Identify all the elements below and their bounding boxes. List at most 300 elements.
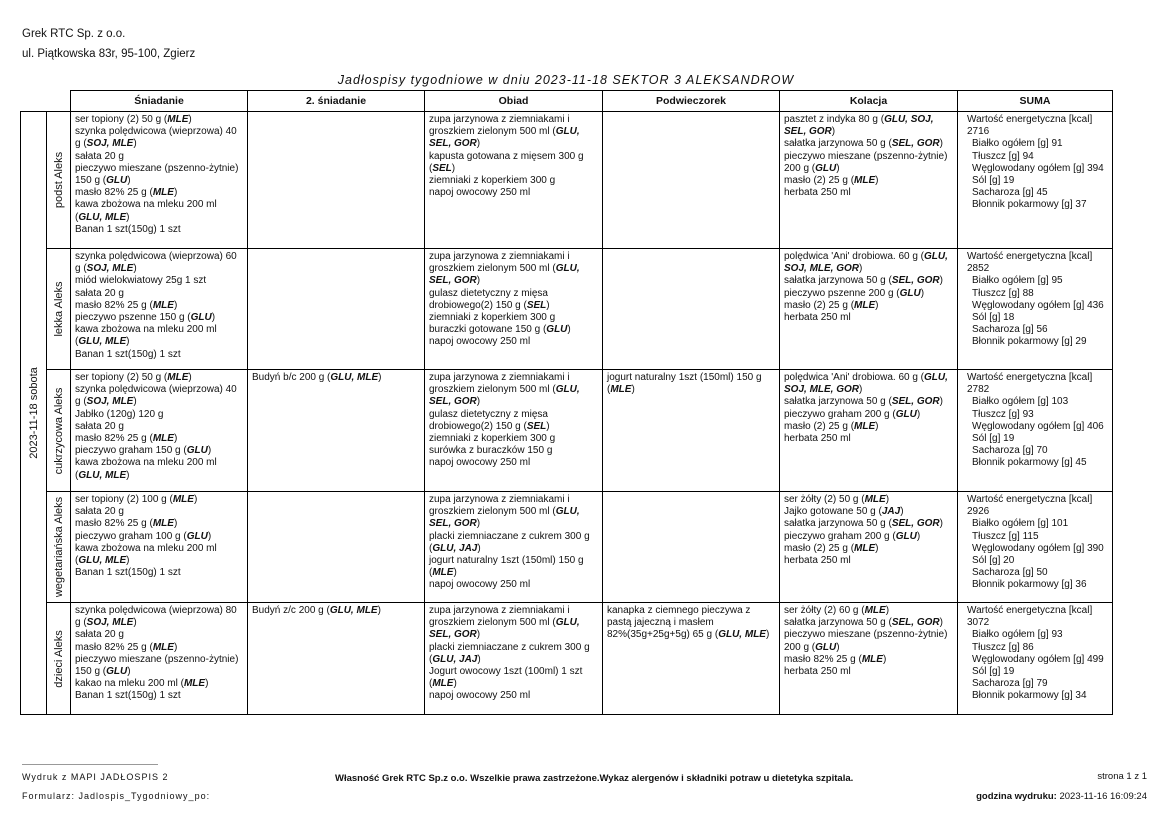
allergen-code: SOJ, MLE bbox=[86, 263, 134, 275]
allergen-code: GLU, bbox=[924, 251, 948, 262]
nutrient-item: Sól [g] 19 bbox=[972, 433, 1015, 445]
meal-item-line bbox=[75, 300, 243, 312]
meal-text: ) bbox=[939, 396, 943, 408]
allergen-code: MLE bbox=[854, 542, 876, 554]
meal-text: ) bbox=[875, 299, 879, 311]
allergen-code: SEL, GOR bbox=[429, 396, 477, 408]
meal-item-line bbox=[429, 372, 598, 384]
allergen-code: GLU, MLE bbox=[78, 211, 127, 223]
meal-text: Banan 1 szt(150g) 1 szt bbox=[75, 348, 181, 360]
meal-item-line bbox=[429, 324, 598, 336]
meal-item-line bbox=[429, 543, 598, 555]
allergen-code: GLU, SOJ, bbox=[884, 114, 934, 125]
meal-item-line bbox=[75, 421, 243, 433]
meal-cell bbox=[780, 370, 958, 492]
table-row bbox=[21, 492, 1113, 603]
meal-cell bbox=[71, 112, 248, 249]
meal-item-line bbox=[75, 567, 243, 579]
allergen-code: GLU bbox=[899, 287, 921, 299]
meal-text: sałata 20 g bbox=[75, 150, 124, 162]
meal-text: ziemniaki z koperkiem 300 g bbox=[429, 433, 556, 445]
meal-text: napoj owocowy 250 ml bbox=[429, 336, 531, 348]
meal-text: ) bbox=[477, 653, 481, 665]
meal-item-line bbox=[429, 151, 598, 163]
nutrient-item: Węglowodany ogółem [g] 436 bbox=[972, 299, 1104, 311]
nutrient-item: Błonnik pokarmowy [g] 29 bbox=[972, 336, 1087, 348]
allergen-code: MLE bbox=[152, 641, 174, 653]
meal-item-line bbox=[75, 654, 243, 666]
meal-cell bbox=[248, 112, 425, 249]
meal-text: ) bbox=[916, 530, 921, 542]
meal-item-line bbox=[75, 605, 243, 617]
meal-item-line bbox=[429, 288, 598, 300]
meal-text: zupa jarzynowa z ziemniakami i bbox=[429, 251, 570, 262]
allergen-code: GLU, JAJ bbox=[432, 653, 478, 665]
allergen-code: SEL bbox=[526, 299, 547, 311]
meal-cell bbox=[603, 249, 780, 370]
allergen-code: SOJ, MLE bbox=[86, 138, 134, 150]
allergen-code: SEL, GOR bbox=[429, 275, 477, 287]
meal-text: gulasz dietetyczny z mięsa bbox=[429, 408, 548, 420]
meal-item-line bbox=[784, 642, 953, 654]
allergen-code: MLE bbox=[854, 175, 876, 187]
meal-text: ser topiony (2) 50 g ( bbox=[75, 114, 168, 125]
diet-label: podst Aleks bbox=[52, 151, 65, 209]
meal-item-line bbox=[784, 187, 953, 199]
meal-text: ) bbox=[126, 555, 130, 567]
allergen-code: MLE bbox=[152, 299, 174, 311]
allergen-code: SOJ, MLE bbox=[86, 617, 134, 629]
meal-text: ) bbox=[133, 263, 137, 275]
meal-item-line bbox=[784, 555, 953, 567]
allergen-code: MLE bbox=[864, 494, 886, 505]
meal-text: 150 g ( bbox=[75, 175, 107, 187]
meal-item-line bbox=[75, 175, 243, 187]
meal-item-line bbox=[429, 138, 598, 150]
meal-text: kanapka z ciemnego pieczywa z bbox=[607, 605, 751, 616]
allergen-code: GLU bbox=[815, 162, 837, 174]
meal-item-line bbox=[784, 275, 953, 287]
meal-text: herbata 250 ml bbox=[784, 666, 851, 678]
meal-text: herbata 250 ml bbox=[784, 555, 851, 567]
meal-item-line bbox=[607, 372, 775, 384]
meal-item-line bbox=[75, 409, 243, 421]
meal-text: ser topiony (2) 50 g ( bbox=[75, 372, 168, 383]
meal-item-line bbox=[784, 433, 953, 445]
meal-text: buraczki gotowane 150 g ( bbox=[429, 324, 547, 336]
print-time-label: godzina wydruku: bbox=[976, 791, 1057, 802]
allergen-code: GLU bbox=[106, 175, 128, 187]
meal-text: ) bbox=[939, 518, 943, 530]
meal-text: ) bbox=[173, 641, 178, 653]
meal-item-line bbox=[429, 605, 598, 617]
meal-cell bbox=[780, 492, 958, 603]
meal-text: ) bbox=[205, 678, 209, 690]
meal-text: masło (2) 25 g ( bbox=[784, 420, 855, 432]
meal-text: drobiowego(2) 150 g ( bbox=[429, 420, 527, 432]
meal-cell bbox=[603, 112, 780, 249]
meal-text: ) bbox=[453, 678, 457, 690]
meal-item-line bbox=[784, 396, 953, 408]
meal-text: ) bbox=[765, 629, 770, 641]
meal-cell bbox=[248, 492, 425, 603]
nutrient-item: Białko ogółem [g] 101 bbox=[972, 518, 1069, 530]
meal-item-line bbox=[75, 114, 243, 126]
meal-cell bbox=[603, 603, 780, 715]
meal-text: kawa zbożowa na mleku 200 ml bbox=[75, 199, 217, 211]
meal-text: ) bbox=[875, 175, 879, 187]
meal-text: ) bbox=[875, 542, 879, 554]
meal-item-line bbox=[252, 605, 420, 617]
meal-cell bbox=[71, 249, 248, 370]
meal-item-line bbox=[607, 617, 775, 629]
meal-cell bbox=[425, 112, 603, 249]
meal-text: zupa jarzynowa z ziemniakami i bbox=[429, 114, 570, 125]
meal-text: Jogurt owocowy 1szt (100ml) 1 szt bbox=[429, 666, 583, 678]
nutrient-item: Błonnik pokarmowy [g] 36 bbox=[972, 579, 1087, 591]
allergen-code: MLE bbox=[152, 518, 174, 530]
meal-text: ) bbox=[133, 396, 137, 408]
meal-item-line bbox=[784, 300, 953, 312]
meal-text: ) bbox=[836, 641, 840, 653]
nutrient-item: Sól [g] 19 bbox=[972, 175, 1015, 187]
meal-item-line bbox=[784, 151, 953, 163]
meal-item-line bbox=[607, 605, 775, 617]
energy-label: Wartość energetyczna [kcal] bbox=[967, 605, 1093, 616]
meal-text: ) bbox=[133, 617, 137, 629]
print-time-value: 2023-11-16 16:09:24 bbox=[1059, 791, 1147, 802]
allergen-code: GLU, JAJ bbox=[432, 542, 478, 554]
nutrient-item: Sacharoza [g] 45 bbox=[972, 187, 1048, 199]
allergen-code: GLU, MLE bbox=[329, 605, 378, 616]
meal-cell bbox=[71, 492, 248, 603]
meal-text: sałatka jarzynowa 50 g ( bbox=[784, 617, 892, 629]
diet-label: wegetariańska Aleks bbox=[52, 496, 65, 598]
meal-item-line bbox=[75, 433, 243, 445]
meal-text: napoj owocowy 250 ml bbox=[429, 187, 531, 199]
meal-text: ) bbox=[133, 138, 137, 150]
meal-cell bbox=[603, 370, 780, 492]
meal-item-line bbox=[75, 506, 243, 518]
meal-item-line bbox=[607, 629, 775, 641]
meal-item-line bbox=[75, 349, 243, 361]
allergen-code: MLE bbox=[183, 678, 206, 690]
menu-table bbox=[20, 90, 1113, 715]
energy-value: 2716 bbox=[967, 126, 990, 138]
meal-text: miód wielokwiatowy 25g 1 szt bbox=[75, 275, 207, 287]
meal-item-line bbox=[75, 518, 243, 530]
nutrient-item: Węglowodany ogółem [g] 394 bbox=[972, 162, 1104, 174]
meal-text: ) bbox=[476, 275, 481, 287]
nutrient-item: Sacharoza [g] 50 bbox=[972, 567, 1048, 579]
allergen-code: MLE bbox=[861, 653, 883, 665]
meal-item-line bbox=[429, 275, 598, 287]
meal-text: ) bbox=[127, 666, 131, 678]
meal-text: Budyń b/c 200 g ( bbox=[252, 372, 331, 383]
meal-text: ) bbox=[476, 629, 481, 641]
meal-text: placki ziemniaczane z cukrem 300 g bbox=[429, 641, 590, 653]
meal-item-line bbox=[429, 629, 598, 641]
summary-cell bbox=[958, 492, 1113, 603]
allergen-code: SEL, GOR bbox=[891, 617, 940, 629]
allergen-code: SOJ, MLE, GOR bbox=[784, 263, 860, 275]
allergen-code: MLE bbox=[610, 384, 632, 396]
date-cell bbox=[21, 112, 47, 715]
meal-text: ) bbox=[188, 372, 192, 383]
meal-item-line bbox=[784, 605, 953, 617]
meal-item-line bbox=[429, 187, 598, 199]
meal-text: ) bbox=[188, 114, 192, 125]
meal-item-line bbox=[784, 175, 953, 187]
meal-text: ) bbox=[939, 275, 943, 287]
meal-text: ) bbox=[477, 542, 481, 554]
allergen-code: SEL, GOR bbox=[891, 396, 940, 408]
meal-text: ) bbox=[126, 469, 130, 481]
meal-text: ) bbox=[836, 162, 840, 174]
meal-item-line bbox=[784, 617, 953, 629]
meal-text: ser żółty (2) 50 g ( bbox=[784, 494, 865, 505]
allergen-code: GLU, MLE bbox=[78, 336, 127, 348]
column-header: Śniadanie bbox=[71, 91, 248, 112]
meal-item-line bbox=[75, 126, 243, 138]
meal-text: herbata 250 ml bbox=[784, 433, 851, 445]
meal-item-line bbox=[784, 654, 953, 666]
meal-item-line bbox=[429, 251, 598, 263]
meal-item-line bbox=[75, 163, 243, 175]
allergen-code: GLU, bbox=[924, 372, 948, 383]
meal-item-line bbox=[429, 263, 598, 275]
allergen-code: SEL, GOR bbox=[429, 518, 477, 530]
meal-item-line bbox=[429, 396, 598, 408]
diet-label: lekka Aleks bbox=[52, 281, 65, 337]
meal-text: masło 82% 25 g ( bbox=[75, 299, 153, 311]
meal-cell bbox=[425, 492, 603, 603]
meal-text: ( bbox=[75, 555, 79, 567]
meal-text: ) bbox=[453, 567, 457, 579]
meal-item-line bbox=[607, 384, 775, 396]
meal-text: ) bbox=[831, 126, 836, 138]
meal-text: 200 g ( bbox=[784, 162, 816, 174]
meal-text: ) bbox=[476, 138, 481, 150]
meal-text: 82%(35g+25g+5g) 65 g ( bbox=[607, 629, 719, 641]
diet-label: cukrzycowa Aleks bbox=[52, 387, 65, 474]
meal-item-line bbox=[429, 642, 598, 654]
meal-item-line bbox=[75, 384, 243, 396]
meal-text: ) bbox=[939, 138, 943, 150]
allergen-code: MLE bbox=[854, 420, 876, 432]
meal-text: herbata 250 ml bbox=[784, 312, 851, 324]
meal-text: ) bbox=[882, 653, 887, 665]
meal-item-line bbox=[252, 372, 420, 384]
meal-item-line bbox=[429, 494, 598, 506]
nutrient-item: Tłuszcz [g] 88 bbox=[972, 287, 1034, 299]
meal-item-line bbox=[429, 312, 598, 324]
meal-text: ( bbox=[429, 678, 433, 690]
allergen-code: GLU bbox=[895, 408, 917, 420]
nutrient-item: Białko ogółem [g] 91 bbox=[972, 138, 1063, 150]
summary-cell bbox=[958, 603, 1113, 715]
diet-cell bbox=[47, 249, 71, 370]
allergen-code: SOJ, MLE, GOR bbox=[784, 384, 860, 396]
allergen-code: JAJ bbox=[881, 506, 901, 518]
meal-text: napoj owocowy 250 ml bbox=[429, 690, 531, 702]
meal-text: masło 82% 25 g ( bbox=[75, 433, 153, 445]
meal-text: Jabłko (120g) 120 g bbox=[75, 408, 164, 420]
meal-text: ( bbox=[75, 336, 79, 348]
allergen-code: GLU, MLE bbox=[78, 555, 127, 567]
meal-item-line bbox=[784, 629, 953, 641]
meal-item-line bbox=[784, 409, 953, 421]
meal-item-line bbox=[784, 312, 953, 324]
meal-item-line bbox=[784, 288, 953, 300]
meal-text: groszkiem zielonym 500 ml ( bbox=[429, 384, 556, 396]
meal-item-line bbox=[784, 138, 953, 150]
allergen-code: SEL, GOR bbox=[891, 138, 940, 150]
meal-text: pastą jajeczną i masłem bbox=[607, 617, 714, 629]
meal-item-line bbox=[429, 567, 598, 579]
meal-item-line bbox=[784, 384, 953, 396]
meal-text: ) bbox=[173, 518, 178, 530]
meal-cell bbox=[71, 603, 248, 715]
meal-text: Banan 1 szt(150g) 1 szt bbox=[75, 567, 181, 579]
allergen-code: GLU, MLE bbox=[78, 469, 127, 481]
meal-item-line bbox=[784, 518, 953, 530]
meal-text: szynka polędwicowa (wieprzowa) 40 bbox=[75, 126, 237, 138]
company-block bbox=[22, 24, 195, 64]
meal-text: zupa jarzynowa z ziemniakami i bbox=[429, 605, 570, 616]
meal-text: sałata 20 g bbox=[75, 420, 124, 432]
summary-cell bbox=[958, 112, 1113, 249]
nutrient-item: Węglowodany ogółem [g] 390 bbox=[972, 542, 1104, 554]
meal-item-line bbox=[75, 531, 243, 543]
meal-text: pieczywo graham 200 g ( bbox=[784, 530, 896, 542]
meal-item-line bbox=[429, 690, 598, 702]
meal-cell bbox=[71, 370, 248, 492]
diet-cell bbox=[47, 492, 71, 603]
meal-item-line bbox=[784, 263, 953, 275]
meal-text: ) bbox=[567, 324, 571, 336]
meal-text: ) bbox=[900, 506, 904, 518]
nutrient-item: Sacharoza [g] 79 bbox=[972, 678, 1048, 690]
nutrient-item: Węglowodany ogółem [g] 406 bbox=[972, 420, 1104, 432]
nutrient-item: Węglowodany ogółem [g] 499 bbox=[972, 653, 1104, 665]
meal-item-line bbox=[784, 251, 953, 263]
allergen-code: GLU, bbox=[555, 126, 580, 138]
allergen-code: GLU bbox=[190, 312, 212, 324]
meal-text: surówka z buraczków 150 g bbox=[429, 445, 553, 457]
meal-item-line bbox=[75, 445, 243, 457]
meal-item-line bbox=[429, 445, 598, 457]
meal-item-line bbox=[784, 126, 953, 138]
nutrient-item: Białko ogółem [g] 93 bbox=[972, 629, 1063, 641]
allergen-code: SEL, GOR bbox=[891, 275, 940, 287]
nutrient-item: Tłuszcz [g] 93 bbox=[972, 408, 1034, 420]
meal-item-line bbox=[75, 151, 243, 163]
meal-text: szynka polędwicowa (wieprzowa) 60 bbox=[75, 251, 237, 262]
meal-text: ) bbox=[377, 605, 381, 616]
meal-text: sałatka jarzynowa 50 g ( bbox=[784, 396, 892, 408]
meal-item-line bbox=[429, 421, 598, 433]
allergen-code: MLE bbox=[167, 372, 189, 383]
column-header: Obiad bbox=[425, 91, 603, 112]
meal-item-line bbox=[75, 224, 243, 236]
table-row bbox=[21, 249, 1113, 370]
meal-text: ( bbox=[75, 211, 79, 223]
energy-value: 2926 bbox=[967, 506, 990, 518]
date-label: 2023-11-18 sobota bbox=[27, 367, 40, 459]
allergen-code: GLU, bbox=[555, 384, 580, 396]
meal-item-line bbox=[75, 690, 243, 702]
energy-label: Wartość energetyczna [kcal] bbox=[967, 114, 1093, 125]
meal-text: ) bbox=[885, 494, 890, 505]
meal-item-line bbox=[784, 372, 953, 384]
allergen-code: SEL bbox=[526, 420, 547, 432]
meal-item-line bbox=[784, 506, 953, 518]
meal-item-line bbox=[429, 114, 598, 126]
meal-item-line bbox=[429, 555, 598, 567]
meal-text: ( bbox=[429, 567, 433, 579]
meal-text: ) bbox=[127, 175, 131, 187]
meal-text: kawa zbożowa na mleku 200 ml bbox=[75, 457, 217, 469]
allergen-code: SOJ, MLE bbox=[86, 396, 134, 408]
diet-cell bbox=[47, 370, 71, 492]
meal-text: ( bbox=[607, 384, 611, 396]
meal-text: sałata 20 g bbox=[75, 287, 124, 299]
meal-text: herbata 250 ml bbox=[784, 187, 851, 199]
page-number: strona 1 z 1 bbox=[1097, 771, 1147, 782]
meal-text: ) bbox=[859, 263, 863, 275]
meal-text: ) bbox=[546, 299, 550, 311]
meal-text: ) bbox=[173, 433, 178, 445]
meal-item-line bbox=[429, 506, 598, 518]
meal-text: masło 82% 25 g ( bbox=[75, 187, 153, 199]
meal-text: ser żółty (2) 60 g ( bbox=[784, 605, 865, 616]
meal-cell bbox=[248, 370, 425, 492]
meal-text: ziemniaki z koperkiem 300 g bbox=[429, 175, 556, 187]
meal-text: masło (2) 25 g ( bbox=[784, 175, 855, 187]
meal-item-line bbox=[75, 288, 243, 300]
energy-label: Wartość energetyczna [kcal] bbox=[967, 494, 1093, 505]
meal-cell bbox=[603, 492, 780, 603]
table-row bbox=[21, 603, 1113, 715]
allergen-code: SEL bbox=[432, 162, 452, 174]
nutrient-item: Błonnik pokarmowy [g] 37 bbox=[972, 199, 1087, 211]
company-address: ul. Piątkowska 83r, 95-100, Zgierz bbox=[22, 48, 196, 60]
meal-text: zupa jarzynowa z ziemniakami i bbox=[429, 372, 570, 383]
meal-text: napoj owocowy 250 ml bbox=[429, 457, 531, 469]
meal-text: ) bbox=[378, 372, 382, 383]
allergen-code: GLU bbox=[186, 530, 208, 542]
meal-item-line bbox=[75, 642, 243, 654]
meal-item-line bbox=[429, 579, 598, 591]
allergen-code: SEL, GOR bbox=[429, 138, 477, 150]
meal-text: ) bbox=[859, 384, 863, 396]
meal-text: kawa zbożowa na mleku 200 ml bbox=[75, 324, 217, 336]
allergen-code: GLU bbox=[186, 445, 208, 457]
meal-text: masło 82% 25 g ( bbox=[75, 518, 153, 530]
energy-label: Wartość energetyczna [kcal] bbox=[967, 251, 1093, 262]
meal-text: ser topiony (2) 100 g ( bbox=[75, 494, 173, 505]
allergen-code: MLE bbox=[864, 605, 886, 616]
meal-text: pieczywo mieszane (pszenno-żytnie) bbox=[75, 162, 239, 174]
allergen-code: GLU, bbox=[555, 506, 580, 518]
meal-item-line bbox=[429, 617, 598, 629]
meal-text: ) bbox=[476, 518, 481, 530]
allergen-code: MLE bbox=[152, 187, 174, 199]
meal-item-line bbox=[75, 275, 243, 287]
meal-text: ) bbox=[193, 494, 198, 505]
meal-text: g ( bbox=[75, 617, 87, 629]
